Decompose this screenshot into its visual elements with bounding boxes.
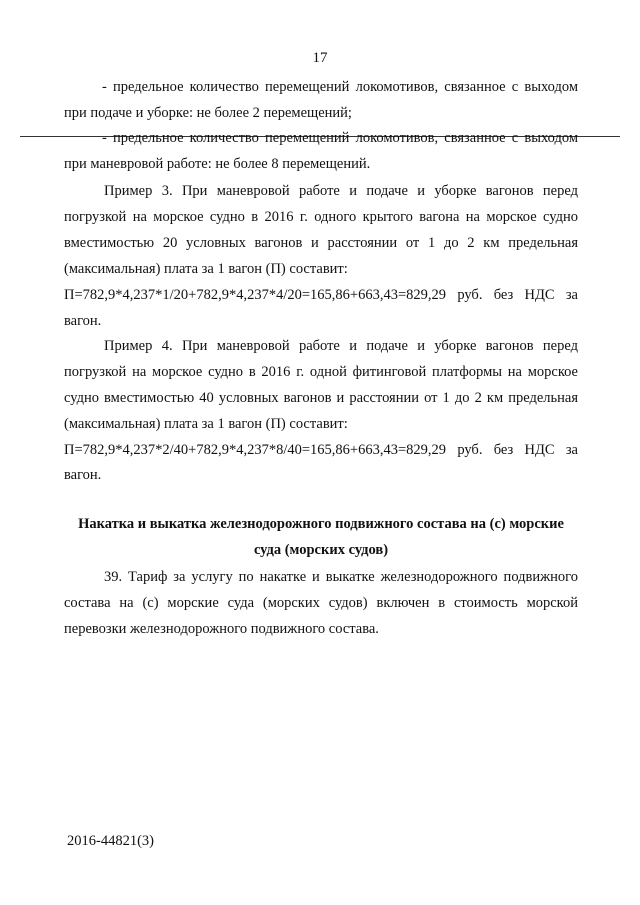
example-4-line: погрузкой на морское судно в 2016 г. одной фитинговой платформы на морское xyxy=(64,364,578,380)
example-4-formula: П=782,9*4,237*2/40+782,9*4,237*8/40=165,86+663,43=829,29 руб. без НДС за xyxy=(64,442,578,458)
example-4-line: (максимальная) плата за 1 вагон (П) составит: xyxy=(64,416,348,432)
document-code: 2016-44821(3) xyxy=(67,833,154,849)
example-3-line: Пример 3. При маневровой работе и подаче и уборке вагонов перед xyxy=(104,183,578,199)
section-heading: суда (морских судов) xyxy=(253,542,389,558)
example-3-line: (максимальная) плата за 1 вагон (П) составит: xyxy=(64,261,348,277)
paragraph-39-line: состава на (с) морские суда (морских судов) включен в стоимость морской xyxy=(64,595,578,611)
paragraph-39-line: перевозки железнодорожного подвижного состава. xyxy=(64,621,379,637)
example-4-line: Пример 4. При маневровой работе и подаче и уборке вагонов перед xyxy=(104,338,578,354)
text-line: - предельное количество перемещений локомотивов, связанное с выходом xyxy=(102,79,578,95)
example-4-line: судно вместимостью 40 условных вагонов и расстоянии от 1 до 2 км предельная xyxy=(64,390,578,406)
section-heading: Накатка и выкатка железнодорожного подвижного состава на (с) морские xyxy=(78,516,564,532)
text-line: - предельное количество перемещений локомотивов, связанное с выходом xyxy=(102,130,578,146)
example-4-line: вагон. xyxy=(64,467,102,483)
text-line: при подаче и уборке: не более 2 перемещений; xyxy=(64,105,352,121)
example-3-line: погрузкой на морское судно в 2016 г. одного крытого вагона на морское судно xyxy=(64,209,578,225)
paragraph-39-line: 39. Тариф за услугу по накатке и выкатке железнодорожного подвижного xyxy=(104,569,578,585)
text-line: при маневровой работе: не более 8 перемещений. xyxy=(64,156,371,172)
example-3-line: вагон. xyxy=(64,313,102,329)
example-3-line: вместимостью 20 условных вагонов и расстоянии от 1 до 2 км предельная xyxy=(64,235,578,251)
page-number: 17 xyxy=(312,50,328,66)
example-3-formula: П=782,9*4,237*1/20+782,9*4,237*4/20=165,86+663,43=829,29 руб. без НДС за xyxy=(64,287,578,303)
